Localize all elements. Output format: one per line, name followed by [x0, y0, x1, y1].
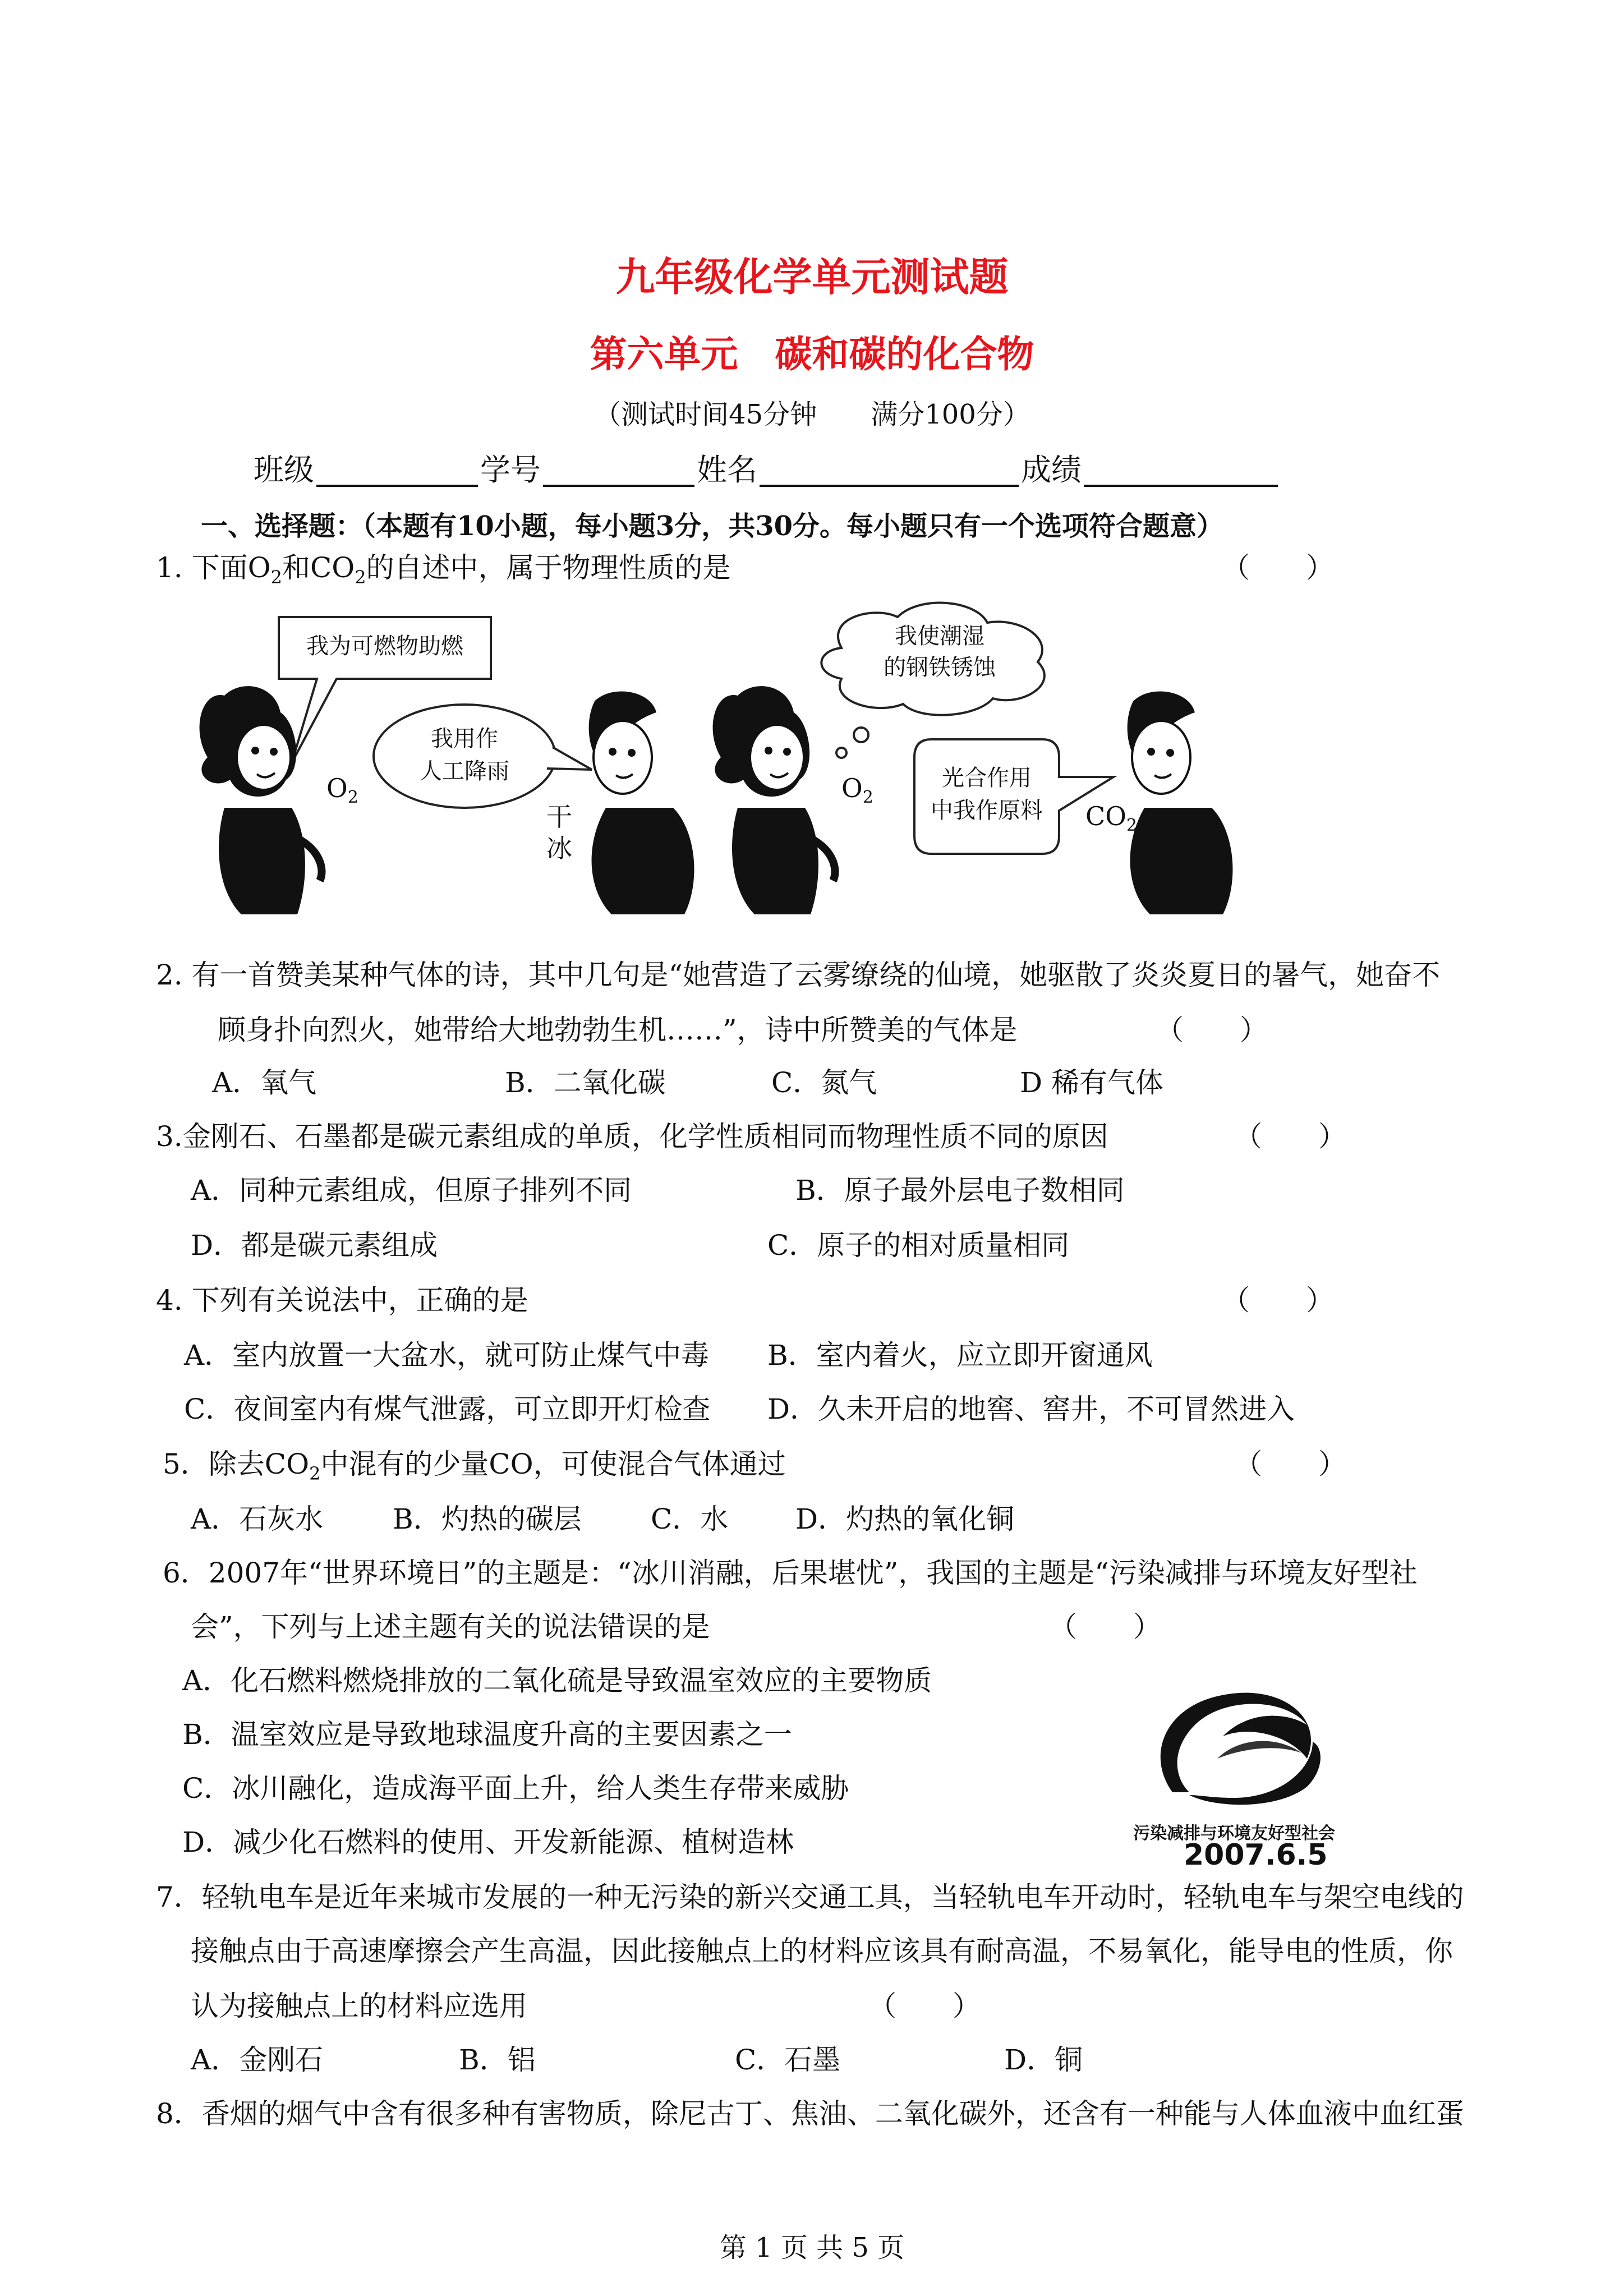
answer-paren-2: （ ）	[1156, 1014, 1268, 1046]
q5-option-b[interactable]: B．灼热的碳层	[393, 1503, 582, 1535]
q6-option-a[interactable]: A．化石燃料燃烧排放的二氧化硫是导致温室效应的主要物质	[182, 1664, 932, 1697]
figure-letter-c: C	[772, 885, 793, 917]
logo-date: 2007.6.5	[1184, 1838, 1328, 1872]
figure-letter-a: A	[257, 885, 277, 917]
name-label: 姓名	[697, 452, 757, 487]
answer-paren-4: （ ）	[1222, 1284, 1334, 1317]
q4-option-a[interactable]: A．室内放置一大盆水，就可防止煤气中毒	[184, 1339, 710, 1372]
q3-option-b[interactable]: B．原子最外层电子数相同	[795, 1174, 1125, 1207]
q3-option-a[interactable]: A．同种元素组成，但原子排列不同	[191, 1174, 632, 1207]
label-dry-ice: 干 冰	[546, 802, 572, 863]
q2-option-d[interactable]: D 稀有气体	[1020, 1066, 1163, 1099]
logo-emblem	[1122, 1674, 1380, 1832]
girl-figure-c	[713, 686, 835, 914]
environment-day-logo	[1122, 1674, 1380, 1876]
answer-paren-7: （ ）	[868, 1990, 981, 2022]
bubble-c-text: 我使潮湿 的钢铁锈蚀	[884, 623, 996, 680]
q5-option-a[interactable]: A．石灰水	[191, 1503, 324, 1535]
question-2-line2: 顾身扑向烈火，她带给大地勃勃生机……”，诗中所赞美的气体是	[218, 1014, 1018, 1046]
q7-option-d[interactable]: D．铜	[1004, 2044, 1083, 2076]
cartoon-figure	[0, 595, 1624, 931]
score-label: 成绩	[1021, 452, 1082, 487]
label-o2-a: $O_2$	[326, 773, 358, 808]
label-o2-c: $O_2$	[841, 773, 873, 808]
q1-figure	[0, 595, 1624, 931]
page-title: 九年级化学单元测试题	[615, 254, 1009, 300]
question-2-line1: 2. 有一首赞美某种气体的诗，其中几句是“她营造了云雾缭绕的仙境，她驱散了炎炎夏日的暑气，她奋不	[156, 959, 1441, 991]
section-heading: 一、选择题：（本题有10小题，每小题3分，共30分。每小题只有一个选项符合题意）	[201, 510, 1223, 542]
q3-option-d[interactable]: D．都是碳元素组成	[191, 1229, 438, 1262]
boy-figure-d	[1128, 692, 1233, 914]
question-3: 3.金刚石、石墨都是碳元素组成的单质，化学性质相同而物理性质不同的原因	[156, 1120, 1108, 1153]
question-7-line1: 7．轻轨电车是近年来城市发展的一种无污染的新兴交通工具，当轻轨电车开动时，轻轨电车与架空电线的	[156, 1881, 1464, 1913]
question-6-line2: 会”，下列与上述主题有关的说法错误的是	[191, 1611, 710, 1643]
student-info-row	[254, 453, 1280, 487]
question-4: 4. 下列有关说法中，正确的是	[156, 1284, 528, 1317]
class-label: 班级	[254, 452, 314, 487]
question-8-line1: 8．香烟的烟气中含有很多种有害物质，除尼古丁、焦油、二氧化碳外，还含有一种能与人体血液中血红蛋	[156, 2097, 1464, 2130]
q7-option-c[interactable]: C．石墨	[735, 2044, 841, 2076]
answer-paren-1: （ ）	[1222, 551, 1334, 584]
q2-option-b[interactable]: B．二氧化碳	[505, 1066, 666, 1099]
question-5: 5．除去$CO_2$中混有的少量CO，可使混合气体通过	[163, 1448, 786, 1484]
q5-option-c[interactable]: C．水	[651, 1503, 729, 1535]
q4-option-d[interactable]: D．久未开启的地窖、窖井，不可冒然进入	[767, 1393, 1295, 1425]
answer-paren-5: （ ）	[1234, 1448, 1346, 1480]
question-1: 1. 下面$O_2$和$CO_2$的自述中，属于物理性质的是	[156, 551, 731, 588]
q2-option-c[interactable]: C．氮气	[771, 1066, 877, 1099]
q5-option-d[interactable]: D．灼热的氧化铜	[795, 1503, 1015, 1535]
label-co2-d: $CO_2$	[1085, 801, 1138, 836]
page-footer: 第 1 页 共 5 页	[719, 2232, 905, 2263]
q6-option-d[interactable]: D．减少化石燃料的使用、开发新能源、植树造林	[182, 1826, 794, 1858]
question-7-line3: 认为接触点上的材料应选用	[191, 1990, 527, 2022]
name-field[interactable]	[760, 455, 1019, 487]
bubble-a-text: 我为可燃物助燃	[306, 633, 463, 659]
answer-paren-3: （ ）	[1234, 1120, 1346, 1153]
logo-slogan: 污染减排与环境友好型社会	[1133, 1824, 1335, 1843]
class-field[interactable]	[316, 455, 478, 487]
q3-option-c[interactable]: C．原子的相对质量相同	[767, 1229, 1070, 1262]
test-info: （测试时间45分钟 满分100分）	[594, 399, 1030, 430]
score-field[interactable]	[1084, 455, 1278, 487]
bubble-b-text: 我用作 人工降雨	[420, 726, 509, 784]
q4-option-b[interactable]: B．室内着火，应立即开窗通风	[767, 1339, 1153, 1372]
figure-letter-b: B	[622, 885, 642, 917]
q7-option-b[interactable]: B．铝	[459, 2044, 536, 2076]
question-7-line2: 接触点由于高速摩擦会产生高温，因此接触点上的材料应该具有耐高温，不易氧化，能导电的性质，你	[191, 1935, 1453, 1967]
number-label: 学号	[480, 452, 541, 487]
q2-option-a[interactable]: A．氧气	[212, 1066, 317, 1099]
answer-paren-6: （ ）	[1049, 1611, 1161, 1643]
number-field[interactable]	[543, 455, 694, 487]
q6-option-c[interactable]: C．冰川融化，造成海平面上升，给人类生存带来威胁	[182, 1772, 849, 1805]
figure-letter-d: D	[1183, 885, 1204, 917]
question-6-line1: 6．2007年“世界环境日”的主题是：“冰川消融，后果堪忧”，我国的主题是“污染减排与环境友好型社	[163, 1557, 1418, 1589]
q6-option-b[interactable]: B．温室效应是导致地球温度升高的主要因素之一	[182, 1718, 792, 1751]
boy-figure-b	[589, 692, 694, 914]
bubble-d-text: 光合作用 中我作原料	[931, 765, 1043, 823]
unit-title: 第六单元 碳和碳的化合物	[590, 332, 1034, 376]
q7-option-a[interactable]: A．金刚石	[191, 2044, 324, 2076]
q4-option-c[interactable]: C．夜间室内有煤气泄露，可立即开灯检查	[184, 1393, 711, 1425]
